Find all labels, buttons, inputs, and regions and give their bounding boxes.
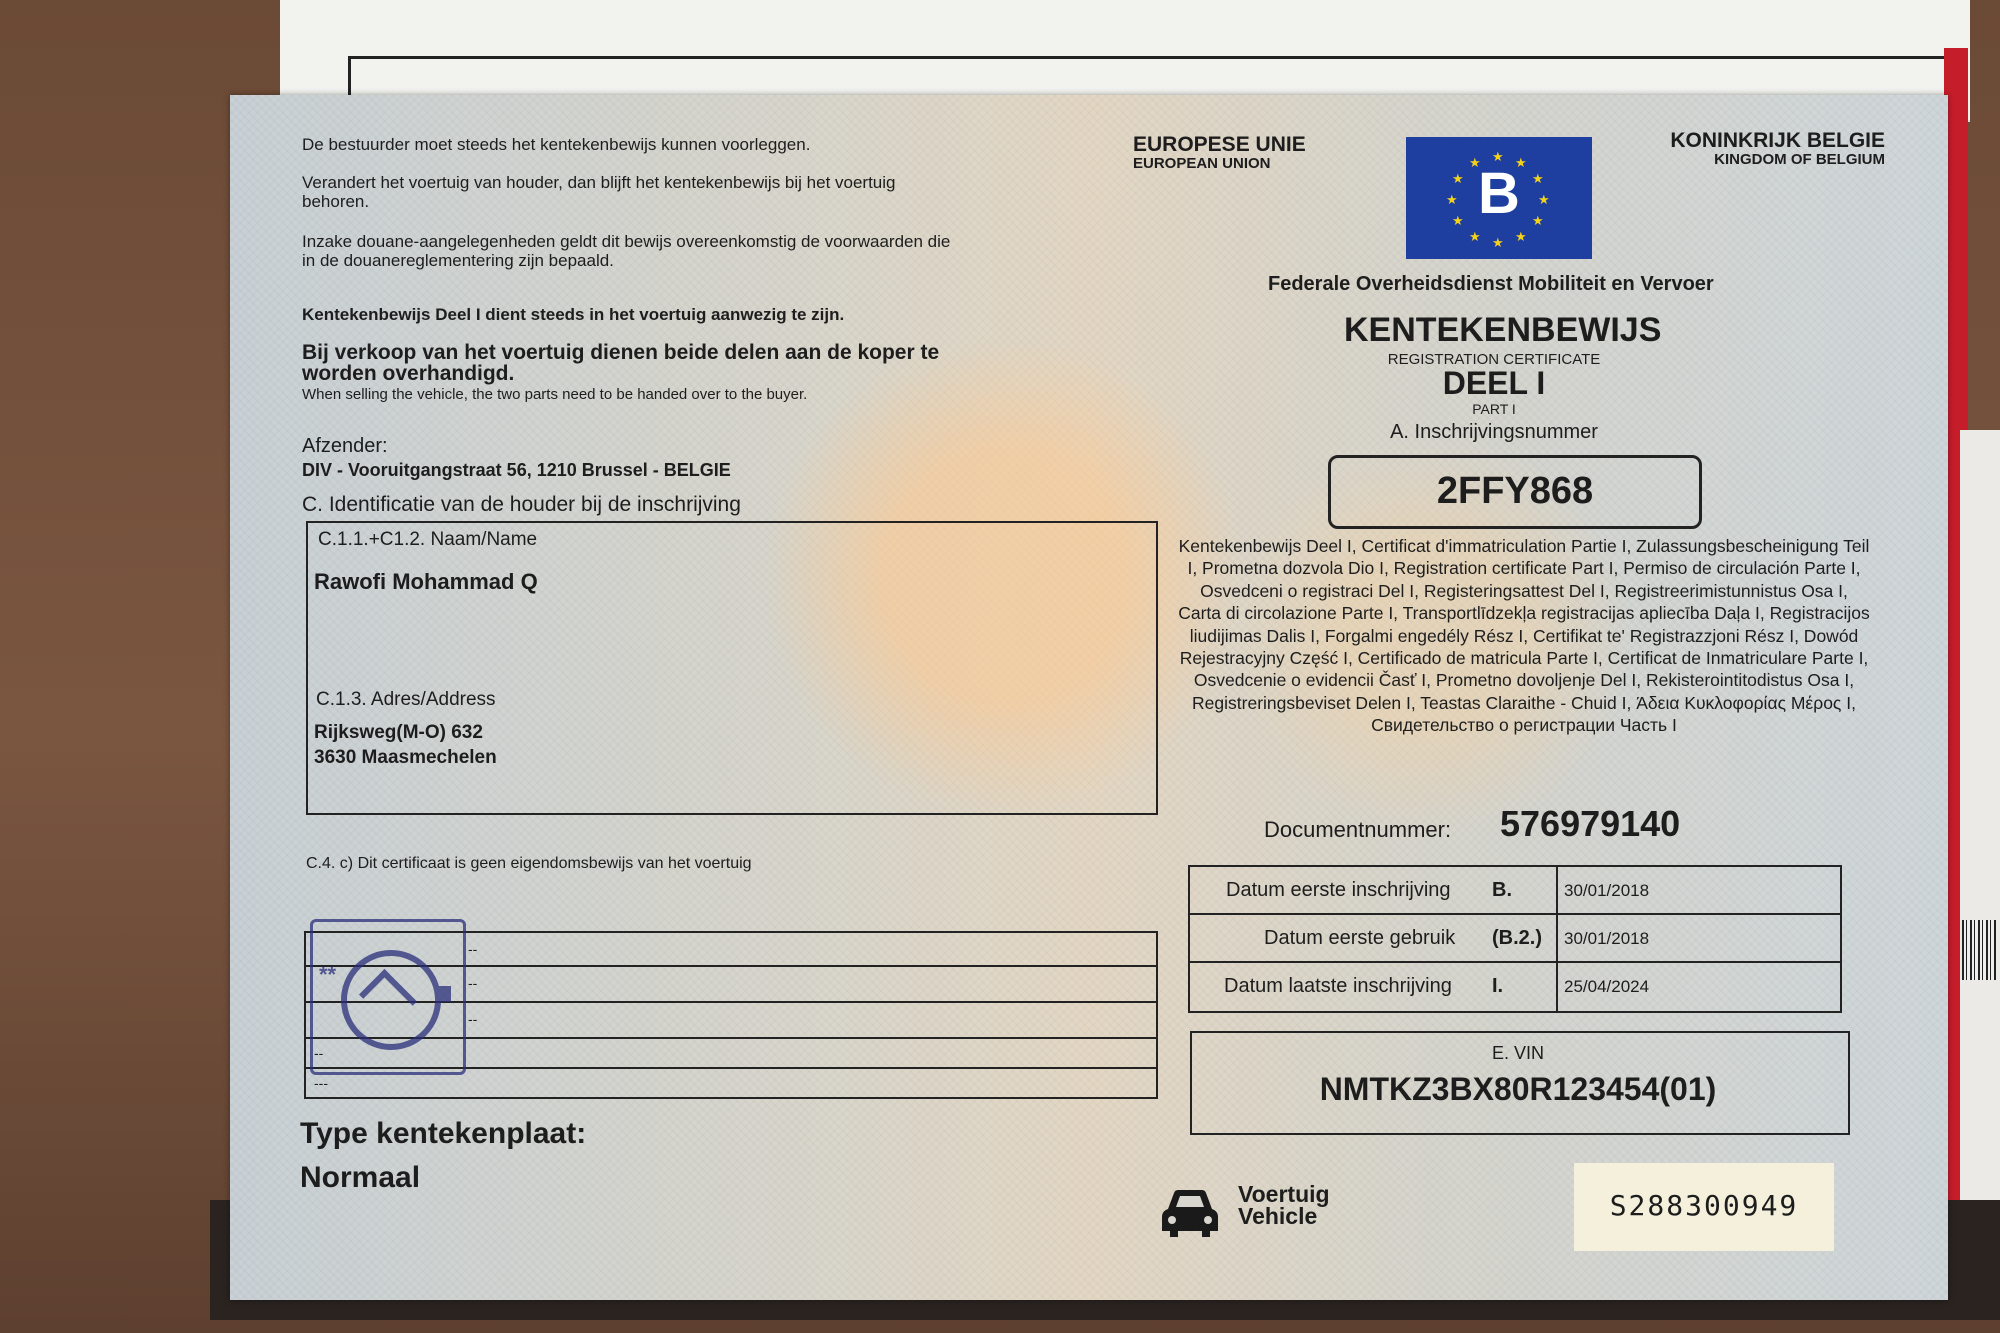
dates-col-line [1556,865,1558,1011]
vehicle-label-en: Vehicle [1238,1203,1318,1229]
barcode-fragment [1962,920,1996,980]
row-border [304,931,306,1099]
notice-line-6: When selling the vehicle, the two parts need to be handed over to the buyer. [302,386,808,403]
date-last-registration-label: Datum laatste inschrijving [1224,975,1452,997]
vehicle-label-nl: Voertuig [1238,1181,1330,1207]
document-part: DEEL I [1442,365,1546,401]
date-first-registration-value: 30/01/2018 [1564,881,1650,900]
notice-line-2a: Verandert het voertuig van houder, dan blijft het kentekenbewijs bij het voertuig [302,173,896,192]
holder-name-value: Rawofi Mohammad Q [314,569,538,594]
date-first-use-value: 30/01/2018 [1564,929,1650,948]
serial-number-box [1574,1163,1834,1251]
inspection-row-2: -- [468,975,478,991]
date-last-registration-code: I. [1492,975,1504,997]
stamp-square [435,986,451,1002]
eu-label-nl: EUROPESE UNIE [1133,133,1306,156]
document-title: KENTEKENBEWIJS [1344,311,1662,349]
holder-section-title: C. Identificatie van de houder bij de inschrijving [302,493,741,516]
registration-number: 2FFY868 [1436,470,1594,512]
inspection-row-4: -- [314,1045,324,1061]
inspection-stamp [310,919,466,1075]
row-line [304,1097,1158,1099]
country-letter: B [1478,161,1520,226]
serial-number: S288300949 [1609,1189,1799,1222]
dates-row-line [1188,913,1840,915]
notice-line-2b: behoren. [302,192,370,211]
date-first-registration-label: Datum eerste inschrijving [1226,879,1451,901]
stamp-stars: ** [319,962,337,987]
vin-label: E. VIN [1491,1043,1544,1063]
sender-label: Afzender: [302,435,388,457]
holder-box [306,521,1158,815]
document-title-en: REGISTRATION CERTIFICATE [1387,351,1601,368]
holder-address-label: C.1.3. Adres/Address [316,689,496,710]
registration-number-box [1328,455,1702,529]
document-part-en: PART I [1472,401,1516,417]
authority-name: Federale Overheidsdienst Mobiliteit en Vervoer [1268,273,1714,295]
c4-note: C.4. c) Dit certificaat is geen eigendomsbewijs van het voertuig [306,855,752,872]
underlying-page-edge [1960,430,2000,1230]
eu-label-en: EUROPEAN UNION [1133,155,1271,172]
document-number-value: 576979140 [1500,803,1681,844]
eu-flag-icon: ★ ★ ★ ★ ★ ★ ★ ★ ★ ★ ★ ★ B [1406,137,1592,259]
inspection-row-1: -- [468,941,478,957]
registration-certificate [230,95,1948,1300]
sender-value: DIV - Vooruitgangstraat 56, 1210 Brussel - BELGIE [302,460,731,480]
date-first-registration-code: B. [1492,879,1512,901]
kingdom-label-nl: KONINKRIJK BELGIE [1670,129,1885,152]
document-number-label: Documentnummer: [1264,817,1452,842]
notice-line-3b: in de douanereglementering zijn bepaald. [302,251,614,270]
holder-name-label: C.1.1.+C1.2. Naam/Name [318,529,538,550]
registration-number-label: A. Inschrijvingsnummer [1390,421,1598,443]
notice-line-1: De bestuurder moet steeds het kentekenbewijs kunnen voorleggen. [302,135,811,154]
inspection-row-5: --- [314,1075,328,1091]
row-border [1156,931,1158,1099]
multilingual-title-text: Kentekenbewijs Deel I, Certificat d'immatriculation Partie I, Zulassungsbescheinigung Teil I, Prometna dozvola Dio I, Registration certificate Part I, Permiso de circulación Parte I, Osvedceni o registraci Del I, Registeringsattest Del I, Registreerimistunnistus Osa I, Carta di circolazione Parte I, Transportlīdzekļa registracijas apliecība Daļa I, Registracijos liudijimas Dalis I, Forgalmi engedély Rész I, Certifikat te' Registrazzjoni Rész I, Dowód Rejestracyjny Część I, Certificado de matricula Parte I, Certificat de Inmatriculare Parte I, Osvedcenie o evidencii Časť I, Prometno dovoljenje Del I, Rekisterointitodistus Osa I, Registreringsbeviset Delen I, Teastas Claraithe - Chuid I, Άδεια Κυκλοφορίας Μέρος I, Свидетельство о регистрации Часть I [1178,536,1870,736]
date-first-use-label: Datum eerste gebruik [1264,927,1456,949]
kingdom-label-en: KINGDOM OF BELGIUM [1714,151,1885,168]
vin-value: NMTKZ3BX80R123454(01) [1319,1071,1717,1107]
holder-address-line-2: 3630 Maasmechelen [314,747,497,768]
date-first-use-code: (B.2.) [1492,927,1542,949]
inspection-row-3: -- [468,1011,478,1027]
plate-type-value: Normaal [300,1161,421,1194]
plate-type-label: Type kentekenplaat: [300,1117,587,1150]
car-icon [1158,1187,1222,1239]
notice-line-5a: Bij verkoop van het voertuig dienen beide delen aan de koper te [302,341,940,364]
date-last-registration-value: 25/04/2024 [1564,977,1650,996]
dates-row-line [1188,961,1840,963]
notice-line-4: Kentekenbewijs Deel I dient steeds in het voertuig aanwezig te zijn. [302,305,845,324]
notice-line-5b: worden overhandigd. [302,362,515,385]
notice-line-3a: Inzake douane-aangelegenheden geldt dit bewijs overeenkomstig de voorwaarden die [302,232,951,251]
holder-address-line-1: Rijksweg(M-O) 632 [314,722,483,743]
